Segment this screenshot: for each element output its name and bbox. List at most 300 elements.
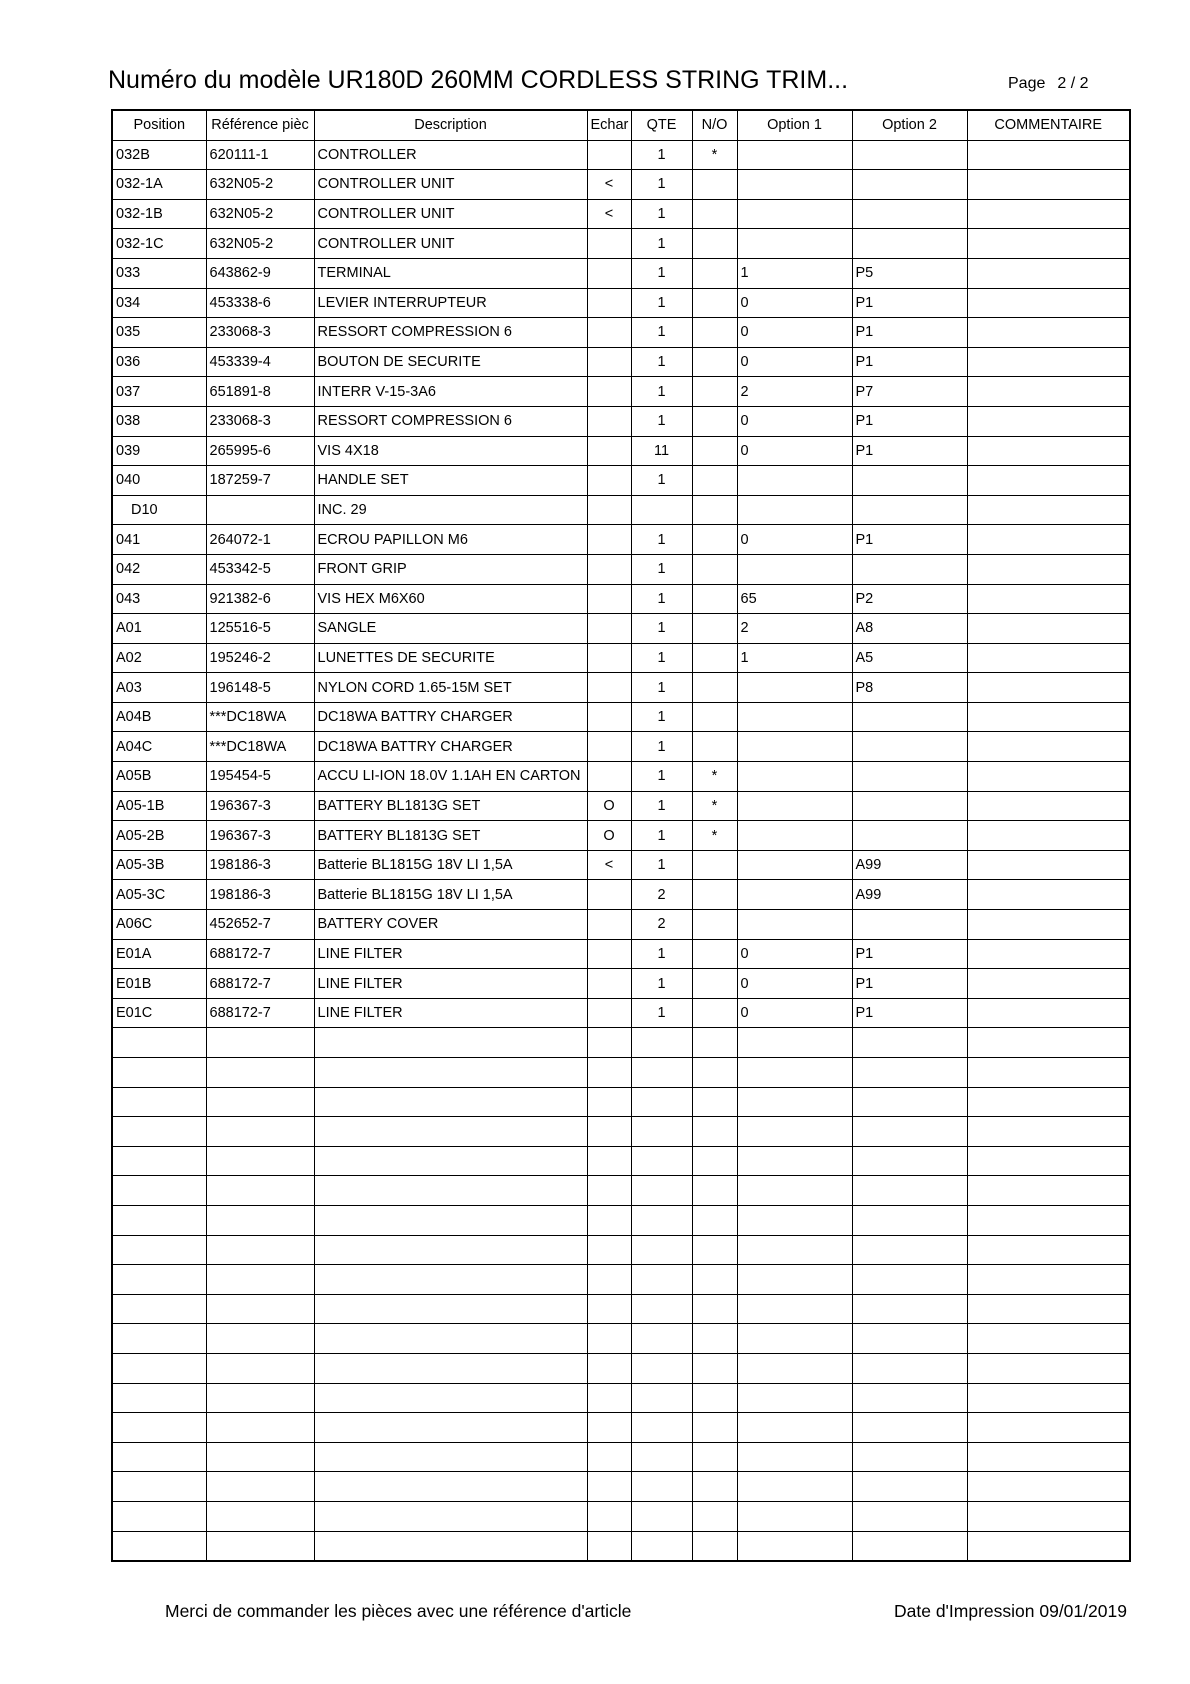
- cell-commentaire: [967, 140, 1130, 170]
- cell-reference: 233068-3: [206, 406, 314, 436]
- empty-cell: [587, 1413, 631, 1443]
- cell-echange: [587, 140, 631, 170]
- cell-position: 032-1B: [112, 199, 206, 229]
- cell-position: 032-1C: [112, 229, 206, 259]
- cell-option-1: [737, 673, 852, 703]
- cell-echange: <: [587, 199, 631, 229]
- cell-option-2: P1: [852, 288, 967, 318]
- empty-table-row: [112, 1176, 1130, 1206]
- empty-table-row: [112, 1117, 1130, 1147]
- cell-commentaire: [967, 614, 1130, 644]
- empty-cell: [737, 1472, 852, 1502]
- empty-cell: [852, 1028, 967, 1058]
- empty-cell: [852, 1294, 967, 1324]
- empty-cell: [737, 1058, 852, 1088]
- cell-option-2: P5: [852, 258, 967, 288]
- cell-no: [692, 643, 737, 673]
- empty-cell: [206, 1383, 314, 1413]
- empty-cell: [631, 1235, 692, 1265]
- cell-commentaire: [967, 673, 1130, 703]
- cell-echange: [587, 347, 631, 377]
- empty-cell: [852, 1146, 967, 1176]
- cell-position: 039: [112, 436, 206, 466]
- cell-option-1: [737, 702, 852, 732]
- column-header-position: Position: [112, 110, 206, 140]
- cell-option-1: 65: [737, 584, 852, 614]
- empty-cell: [314, 1146, 587, 1176]
- empty-table-row: [112, 1205, 1130, 1235]
- empty-cell: [206, 1146, 314, 1176]
- cell-no: [692, 318, 737, 348]
- cell-option-2: P1: [852, 998, 967, 1028]
- cell-echange: [587, 288, 631, 318]
- cell-quantity: 1: [631, 466, 692, 496]
- empty-cell: [737, 1353, 852, 1383]
- empty-cell: [206, 1531, 314, 1561]
- empty-cell: [587, 1324, 631, 1354]
- cell-echange: [587, 614, 631, 644]
- empty-cell: [314, 1058, 587, 1088]
- empty-cell: [112, 1383, 206, 1413]
- cell-option-1: 0: [737, 288, 852, 318]
- cell-no: *: [692, 821, 737, 851]
- cell-echange: [587, 495, 631, 525]
- table-row: [112, 229, 1130, 259]
- empty-cell: [206, 1087, 314, 1117]
- cell-reference: 688172-7: [206, 969, 314, 999]
- cell-option-1: [737, 554, 852, 584]
- empty-cell: [112, 1205, 206, 1235]
- cell-description: LUNETTES DE SECURITE: [314, 643, 587, 673]
- cell-quantity: 1: [631, 377, 692, 407]
- cell-reference: 196367-3: [206, 821, 314, 851]
- cell-no: *: [692, 762, 737, 792]
- cell-description: SANGLE: [314, 614, 587, 644]
- cell-option-1: 0: [737, 939, 852, 969]
- cell-no: [692, 969, 737, 999]
- empty-cell: [587, 1058, 631, 1088]
- empty-table-row: [112, 1472, 1130, 1502]
- cell-no: [692, 998, 737, 1028]
- empty-cell: [314, 1028, 587, 1058]
- empty-cell: [737, 1501, 852, 1531]
- empty-cell: [206, 1028, 314, 1058]
- cell-no: [692, 347, 737, 377]
- empty-cell: [692, 1383, 737, 1413]
- cell-option-1: 0: [737, 969, 852, 999]
- cell-reference: 632N05-2: [206, 229, 314, 259]
- empty-cell: [737, 1324, 852, 1354]
- cell-description: VIS HEX M6X60: [314, 584, 587, 614]
- empty-cell: [692, 1058, 737, 1088]
- empty-cell: [112, 1117, 206, 1147]
- empty-cell: [587, 1501, 631, 1531]
- table-row: [112, 199, 1130, 229]
- cell-option-1: [737, 199, 852, 229]
- cell-quantity: 1: [631, 554, 692, 584]
- cell-commentaire: [967, 525, 1130, 555]
- empty-cell: [852, 1501, 967, 1531]
- table-row: [112, 910, 1130, 940]
- cell-option-1: 1: [737, 643, 852, 673]
- cell-no: [692, 702, 737, 732]
- cell-reference: 198186-3: [206, 850, 314, 880]
- cell-option-1: [737, 170, 852, 200]
- empty-cell: [967, 1205, 1130, 1235]
- cell-description: DC18WA BATTRY CHARGER: [314, 732, 587, 762]
- cell-option-1: 0: [737, 525, 852, 555]
- table-header-row: [112, 110, 1130, 140]
- empty-cell: [692, 1117, 737, 1147]
- table-row: [112, 466, 1130, 496]
- empty-cell: [852, 1531, 967, 1561]
- empty-cell: [967, 1265, 1130, 1295]
- cell-quantity: 1: [631, 170, 692, 200]
- empty-cell: [206, 1294, 314, 1324]
- cell-reference: 187259-7: [206, 466, 314, 496]
- cell-option-2: [852, 229, 967, 259]
- table-row: [112, 140, 1130, 170]
- column-header-commentaire: COMMENTAIRE: [967, 110, 1130, 140]
- table-row: [112, 880, 1130, 910]
- cell-no: [692, 673, 737, 703]
- column-header-description: Description: [314, 110, 587, 140]
- parts-table-body: [112, 140, 1130, 1561]
- cell-echange: [587, 258, 631, 288]
- cell-commentaire: [967, 821, 1130, 851]
- cell-option-2: P7: [852, 377, 967, 407]
- cell-commentaire: [967, 347, 1130, 377]
- cell-quantity: 1: [631, 406, 692, 436]
- cell-option-2: P1: [852, 406, 967, 436]
- column-header-option-2: Option 2: [852, 110, 967, 140]
- cell-reference: 453338-6: [206, 288, 314, 318]
- table-row: [112, 791, 1130, 821]
- cell-option-2: P1: [852, 969, 967, 999]
- cell-position: A04C: [112, 732, 206, 762]
- cell-option-2: [852, 910, 967, 940]
- empty-cell: [737, 1294, 852, 1324]
- cell-position: 032B: [112, 140, 206, 170]
- cell-option-2: P1: [852, 436, 967, 466]
- cell-option-1: [737, 910, 852, 940]
- cell-option-1: 0: [737, 347, 852, 377]
- cell-commentaire: [967, 495, 1130, 525]
- cell-option-2: P1: [852, 318, 967, 348]
- cell-reference: 196148-5: [206, 673, 314, 703]
- cell-commentaire: [967, 880, 1130, 910]
- cell-quantity: 1: [631, 762, 692, 792]
- cell-description: Batterie BL1815G 18V LI 1,5A: [314, 850, 587, 880]
- empty-cell: [112, 1176, 206, 1206]
- table-row: [112, 318, 1130, 348]
- empty-cell: [852, 1058, 967, 1088]
- cell-quantity: 1: [631, 288, 692, 318]
- cell-position: D10: [112, 495, 206, 525]
- empty-cell: [112, 1058, 206, 1088]
- cell-position: 032-1A: [112, 170, 206, 200]
- empty-cell: [692, 1442, 737, 1472]
- cell-description: NYLON CORD 1.65-15M SET: [314, 673, 587, 703]
- column-header-quantity: QTE: [631, 110, 692, 140]
- cell-commentaire: [967, 939, 1130, 969]
- empty-cell: [314, 1235, 587, 1265]
- cell-reference: 198186-3: [206, 880, 314, 910]
- cell-commentaire: [967, 584, 1130, 614]
- empty-cell: [692, 1146, 737, 1176]
- cell-quantity: 1: [631, 821, 692, 851]
- cell-quantity: 2: [631, 880, 692, 910]
- empty-cell: [967, 1235, 1130, 1265]
- column-header-option-1: Option 1: [737, 110, 852, 140]
- cell-option-2: [852, 140, 967, 170]
- empty-cell: [112, 1087, 206, 1117]
- cell-quantity: 1: [631, 702, 692, 732]
- cell-no: [692, 377, 737, 407]
- empty-cell: [967, 1501, 1130, 1531]
- cell-description: ECROU PAPILLON M6: [314, 525, 587, 555]
- page-label: Page: [1008, 75, 1046, 92]
- cell-commentaire: [967, 466, 1130, 496]
- empty-cell: [206, 1353, 314, 1383]
- cell-echange: [587, 318, 631, 348]
- cell-reference: 195246-2: [206, 643, 314, 673]
- cell-commentaire: [967, 318, 1130, 348]
- cell-reference: 452652-7: [206, 910, 314, 940]
- empty-cell: [852, 1176, 967, 1206]
- cell-reference: 265995-6: [206, 436, 314, 466]
- cell-commentaire: [967, 258, 1130, 288]
- cell-no: [692, 554, 737, 584]
- empty-cell: [737, 1265, 852, 1295]
- cell-position: 037: [112, 377, 206, 407]
- cell-reference: 643862-9: [206, 258, 314, 288]
- empty-table-row: [112, 1324, 1130, 1354]
- cell-reference: 688172-7: [206, 998, 314, 1028]
- cell-option-1: [737, 850, 852, 880]
- empty-cell: [852, 1472, 967, 1502]
- cell-description: INTERR V-15-3A6: [314, 377, 587, 407]
- cell-description: Batterie BL1815G 18V LI 1,5A: [314, 880, 587, 910]
- cell-option-2: [852, 702, 967, 732]
- empty-cell: [631, 1176, 692, 1206]
- empty-cell: [314, 1176, 587, 1206]
- cell-position: A05B: [112, 762, 206, 792]
- cell-option-1: 2: [737, 377, 852, 407]
- cell-position: 040: [112, 466, 206, 496]
- cell-quantity: 1: [631, 140, 692, 170]
- empty-table-row: [112, 1413, 1130, 1443]
- cell-echange: O: [587, 791, 631, 821]
- cell-commentaire: [967, 288, 1130, 318]
- cell-quantity: 1: [631, 673, 692, 703]
- cell-option-2: [852, 170, 967, 200]
- cell-description: CONTROLLER: [314, 140, 587, 170]
- empty-cell: [967, 1146, 1130, 1176]
- cell-no: [692, 436, 737, 466]
- cell-commentaire: [967, 377, 1130, 407]
- cell-position: E01B: [112, 969, 206, 999]
- empty-cell: [692, 1531, 737, 1561]
- empty-cell: [852, 1442, 967, 1472]
- empty-cell: [631, 1501, 692, 1531]
- cell-description: RESSORT COMPRESSION 6: [314, 406, 587, 436]
- page-indicator: [1008, 75, 1089, 93]
- empty-cell: [967, 1028, 1130, 1058]
- cell-option-2: [852, 466, 967, 496]
- table-row: [112, 525, 1130, 555]
- cell-no: [692, 939, 737, 969]
- cell-description: BOUTON DE SECURITE: [314, 347, 587, 377]
- cell-description: CONTROLLER UNIT: [314, 170, 587, 200]
- table-row: [112, 377, 1130, 407]
- cell-commentaire: [967, 170, 1130, 200]
- cell-echange: [587, 229, 631, 259]
- cell-echange: [587, 732, 631, 762]
- empty-cell: [587, 1176, 631, 1206]
- empty-cell: [631, 1265, 692, 1295]
- cell-position: A01: [112, 614, 206, 644]
- empty-cell: [852, 1353, 967, 1383]
- empty-cell: [314, 1531, 587, 1561]
- empty-cell: [967, 1442, 1130, 1472]
- empty-cell: [314, 1442, 587, 1472]
- empty-cell: [737, 1028, 852, 1058]
- empty-cell: [737, 1146, 852, 1176]
- empty-cell: [314, 1324, 587, 1354]
- cell-position: 036: [112, 347, 206, 377]
- cell-quantity: 2: [631, 910, 692, 940]
- cell-option-1: 0: [737, 998, 852, 1028]
- cell-echange: [587, 969, 631, 999]
- cell-quantity: 1: [631, 732, 692, 762]
- empty-cell: [587, 1472, 631, 1502]
- empty-cell: [967, 1117, 1130, 1147]
- cell-description: LINE FILTER: [314, 939, 587, 969]
- cell-reference: ***DC18WA: [206, 732, 314, 762]
- cell-quantity: [631, 495, 692, 525]
- cell-quantity: 11: [631, 436, 692, 466]
- cell-quantity: 1: [631, 969, 692, 999]
- cell-description: HANDLE SET: [314, 466, 587, 496]
- cell-commentaire: [967, 910, 1130, 940]
- empty-cell: [737, 1531, 852, 1561]
- cell-option-1: [737, 495, 852, 525]
- cell-reference: 688172-7: [206, 939, 314, 969]
- cell-echange: [587, 554, 631, 584]
- empty-cell: [692, 1028, 737, 1058]
- cell-description: CONTROLLER UNIT: [314, 229, 587, 259]
- empty-table-row: [112, 1442, 1130, 1472]
- cell-option-1: [737, 466, 852, 496]
- empty-cell: [112, 1413, 206, 1443]
- cell-description: INC. 29: [314, 495, 587, 525]
- cell-quantity: 1: [631, 318, 692, 348]
- empty-table-row: [112, 1294, 1130, 1324]
- cell-echange: [587, 910, 631, 940]
- footer-note: Merci de commander les pièces avec une référence d'article: [165, 1601, 632, 1621]
- empty-cell: [692, 1176, 737, 1206]
- cell-description: TERMINAL: [314, 258, 587, 288]
- table-row: [112, 614, 1130, 644]
- empty-cell: [587, 1205, 631, 1235]
- empty-cell: [206, 1176, 314, 1206]
- empty-table-row: [112, 1058, 1130, 1088]
- empty-cell: [587, 1146, 631, 1176]
- empty-cell: [692, 1265, 737, 1295]
- empty-cell: [967, 1324, 1130, 1354]
- cell-option-1: 0: [737, 406, 852, 436]
- empty-cell: [631, 1146, 692, 1176]
- cell-option-2: A8: [852, 614, 967, 644]
- column-header-reference: Référence pièc: [206, 110, 314, 140]
- cell-commentaire: [967, 762, 1130, 792]
- cell-echange: [587, 880, 631, 910]
- cell-commentaire: [967, 406, 1130, 436]
- empty-cell: [587, 1442, 631, 1472]
- cell-quantity: 1: [631, 199, 692, 229]
- empty-cell: [631, 1058, 692, 1088]
- table-row: [112, 762, 1130, 792]
- empty-cell: [692, 1413, 737, 1443]
- cell-reference: 921382-6: [206, 584, 314, 614]
- cell-reference: 453339-4: [206, 347, 314, 377]
- empty-cell: [967, 1087, 1130, 1117]
- empty-cell: [587, 1294, 631, 1324]
- empty-cell: [587, 1531, 631, 1561]
- cell-option-2: [852, 821, 967, 851]
- empty-cell: [112, 1353, 206, 1383]
- cell-option-1: [737, 880, 852, 910]
- parts-table: [111, 109, 1131, 1562]
- empty-cell: [206, 1472, 314, 1502]
- cell-option-1: 0: [737, 318, 852, 348]
- cell-reference: 196367-3: [206, 791, 314, 821]
- cell-description: BATTERY COVER: [314, 910, 587, 940]
- empty-cell: [737, 1442, 852, 1472]
- empty-cell: [852, 1383, 967, 1413]
- empty-cell: [852, 1413, 967, 1443]
- empty-cell: [967, 1531, 1130, 1561]
- empty-cell: [314, 1294, 587, 1324]
- cell-echange: [587, 643, 631, 673]
- cell-echange: <: [587, 170, 631, 200]
- cell-option-2: [852, 554, 967, 584]
- cell-option-1: 0: [737, 436, 852, 466]
- cell-option-2: [852, 495, 967, 525]
- empty-cell: [206, 1442, 314, 1472]
- cell-option-1: 2: [737, 614, 852, 644]
- cell-position: 041: [112, 525, 206, 555]
- table-row: [112, 495, 1130, 525]
- empty-cell: [206, 1117, 314, 1147]
- cell-no: [692, 199, 737, 229]
- empty-cell: [112, 1235, 206, 1265]
- cell-no: [692, 466, 737, 496]
- cell-commentaire: [967, 850, 1130, 880]
- document-title: Numéro du modèle UR180D 260MM CORDLESS STRING TRIM...: [108, 66, 849, 94]
- empty-cell: [112, 1442, 206, 1472]
- column-header-no: N/O: [692, 110, 737, 140]
- empty-cell: [112, 1028, 206, 1058]
- cell-reference: 632N05-2: [206, 170, 314, 200]
- empty-cell: [737, 1383, 852, 1413]
- cell-echange: O: [587, 821, 631, 851]
- cell-position: 038: [112, 406, 206, 436]
- empty-cell: [206, 1058, 314, 1088]
- cell-reference: 651891-8: [206, 377, 314, 407]
- table-row: [112, 643, 1130, 673]
